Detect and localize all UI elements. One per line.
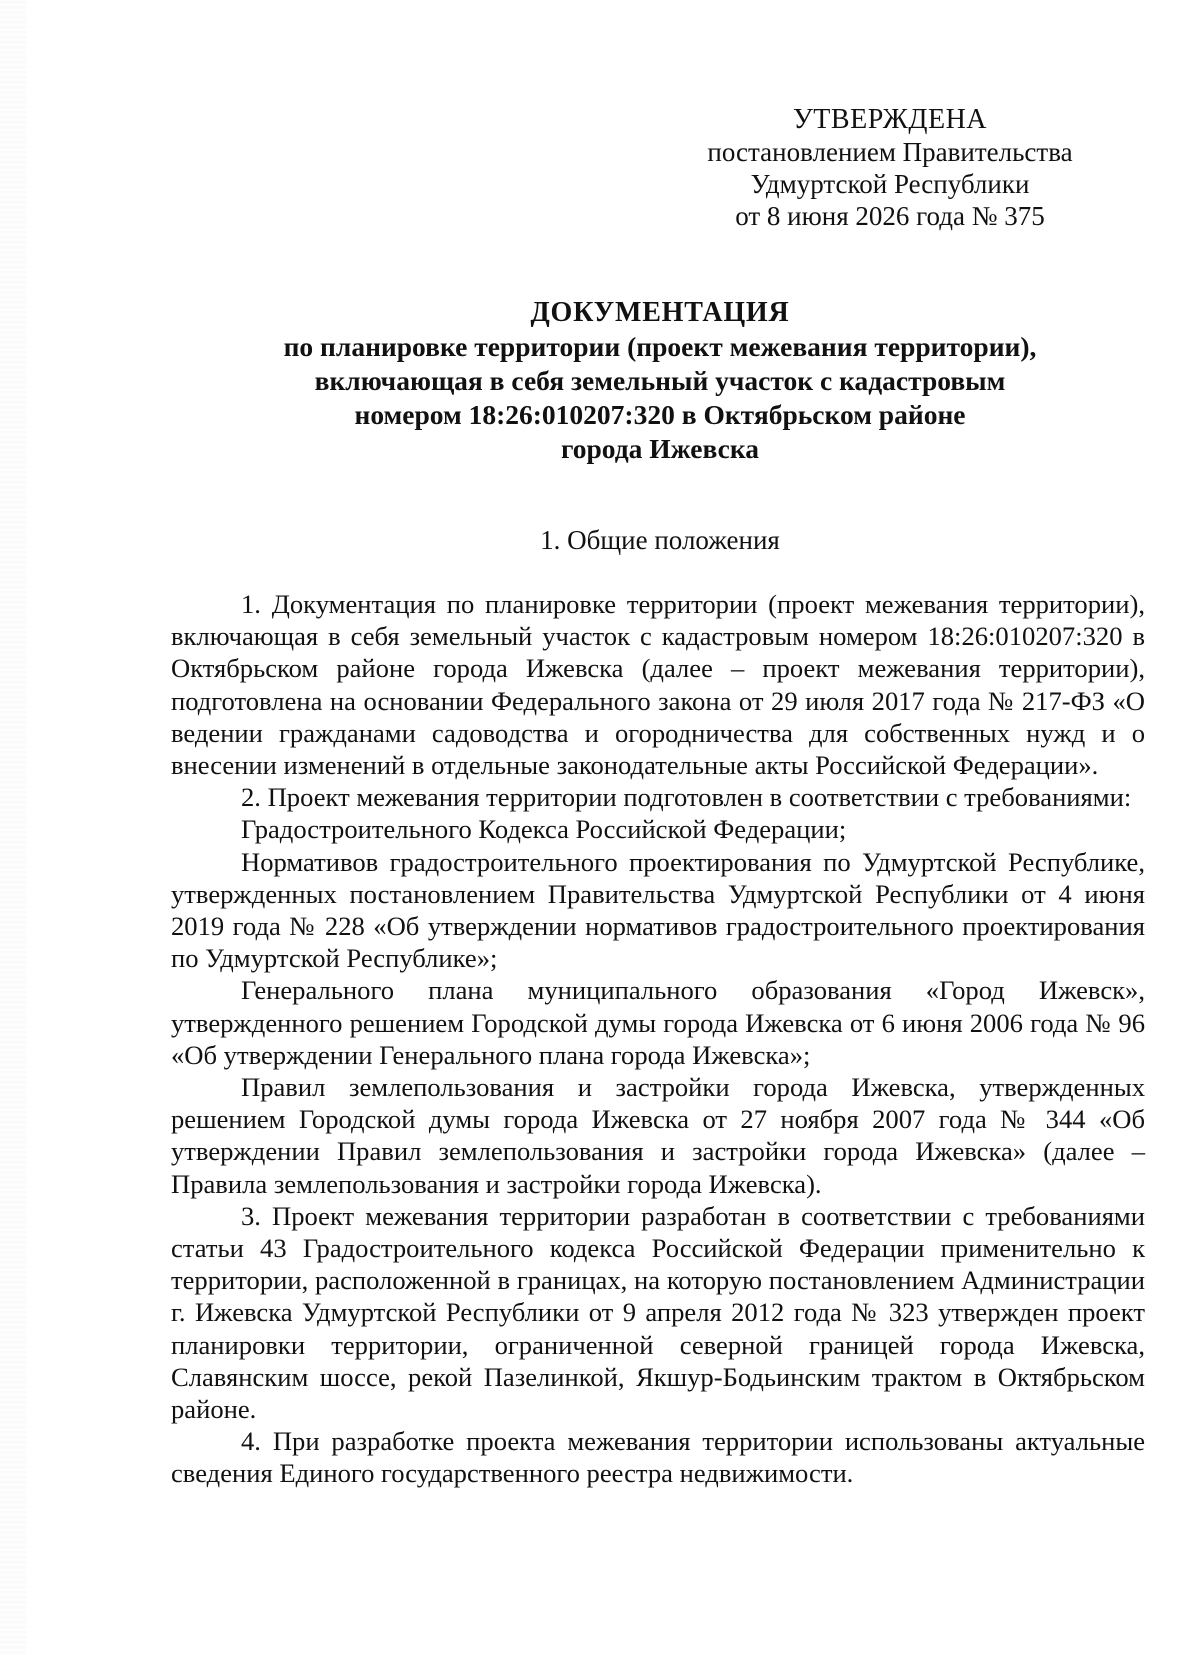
paragraph-3: 3. Проект межевания территории разработан в соответствии с требованиями статьи 43 Градостроительного кодекса Российской Федерации применительно к территории, расположенной в границах, на которую постановлением Администрации г. Ижевска Удмуртской Республики от 9 апреля 2012 года № 323 утвержден проект планировки территории, ограниченной северной границей города Ижевска, Славянским шоссе, рекой Пазелинкой, Якшур-Бодьинским трактом в Октябрьском районе.	[171, 1200, 1145, 1425]
document-title-line: включающая в себя земельный участок с кадастровым	[314, 365, 1006, 396]
body-text	[171, 588, 1145, 1490]
approval-title: УТВЕРЖДЕНА	[792, 104, 988, 135]
scan-edge-artifact	[0, 0, 26, 1655]
paragraph-4: 4. При разработке проекта межевания территории использованы актуальные сведения Единого государственного реестра недвижимости.	[171, 1426, 1145, 1489]
document-title-line: номером 18:26:010207:320 в Октябрьском районе	[354, 399, 966, 430]
approval-line-date: от 8 июня 2026 года № 375	[735, 201, 1045, 231]
paragraph-2: 2. Проект межевания территории подготовлен в соответствии с требованиями:	[241, 782, 1132, 813]
document-title-line: по планировке территории (проект межевания территории),	[283, 331, 1037, 362]
document-title	[170, 296, 1150, 466]
approval-line-republic: Удмуртской Республики	[750, 169, 1030, 199]
section-heading: 1. Общие положения	[540, 525, 780, 555]
list-item-land-use-rules: Правил землепользования и застройки города Ижевска, утвержденных решением Городской думы города Ижевска от 27 ноября 2007 года № 344 «Об утверждении Правил землепользования и застройки города Ижевска» (далее – Правила землепользования и застройки города Ижевска).	[171, 1072, 1145, 1199]
list-item-norms: Нормативов градостроительного проектирования по Удмуртской Республике, утвержденных постановлением Правительства Удмуртской Республики от 4 июня 2019 года № 228 «Об утверждении нормативов градостроительного проектирования по Удмуртской Республике»;	[171, 846, 1145, 974]
list-item-general-plan: Генерального плана муниципального образования «Город Ижевск», утвержденного решением Городской думы города Ижевска от 6 июня 2006 года № 96 «Об утверждении Генерального плана города Ижевска»;	[171, 975, 1145, 1070]
list-item-gradcode: Градостроительного Кодекса Российской Федерации;	[241, 814, 847, 845]
document-title-main: ДОКУМЕНТАЦИЯ	[530, 297, 790, 328]
document-title-line: города Ижевска	[560, 433, 760, 464]
approval-block	[690, 104, 1090, 232]
paragraph-1: 1. Документация по планировке территории (проект межевания территории), включающая в себя земельный участок с кадастровым номером 18:26:010207:320 в Октябрьском районе города Ижевска (далее – проект межевания территории), подготовлена на основании Федерального закона от 29 июля 2017 года № 217-ФЗ «О ведении гражданами садоводства и огородничества для собственных нужд и о внесении изменений в отдельные законодательные акты Российской Федерации».	[171, 589, 1145, 781]
approval-line-decree: постановлением Правительства	[707, 137, 1073, 167]
